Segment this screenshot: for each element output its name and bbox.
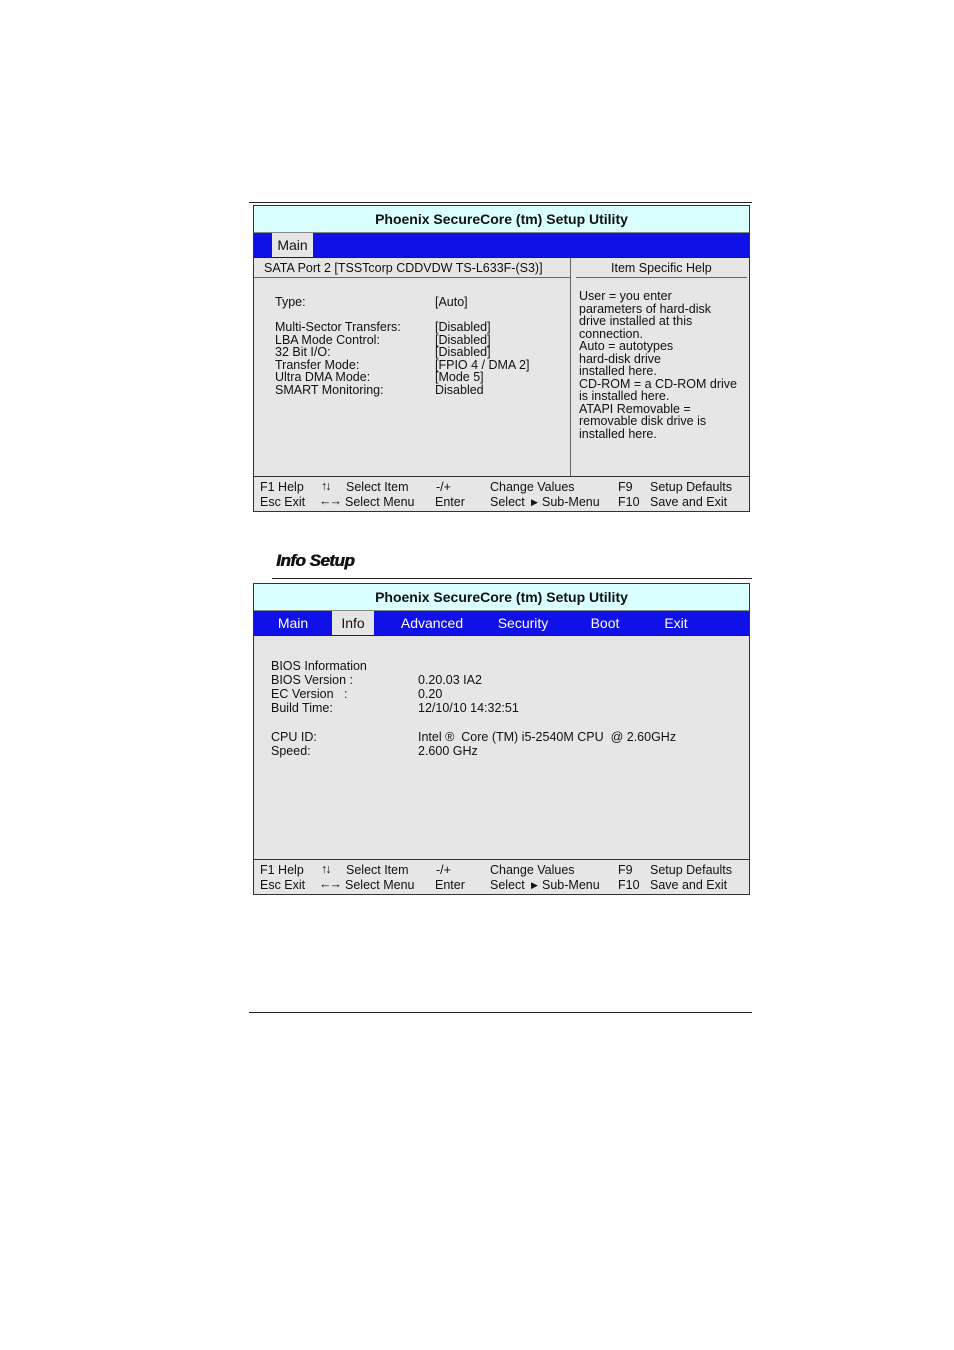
bios-body [254, 636, 749, 861]
f9-key: F9 [618, 480, 633, 494]
item-value-type[interactable]: [Auto] [435, 295, 468, 309]
tab-info[interactable]: Info [332, 611, 374, 635]
info-value-ec-version: 0.20 [418, 687, 443, 701]
change-values-hint: Change Values [490, 863, 575, 877]
sub-header-divider [254, 277, 570, 278]
heading-rule [272, 578, 752, 579]
help-line: ATAPI Removable = [579, 401, 691, 416]
info-value-bios-version: 0.20.03 IA2 [418, 673, 482, 687]
info-value-build-time: 12/10/10 14:32:51 [418, 701, 519, 715]
select-menu-hint: Select Menu [345, 495, 415, 509]
esc-exit-key: Esc Exit [260, 878, 306, 892]
item-label-ultra-dma: Ultra DMA Mode: [275, 370, 371, 384]
item-value-ultra-dma[interactable]: [Mode 5] [435, 370, 484, 384]
sata-port-header: SATA Port 2 [TSSTcorp CDDVDW TS-L633F-(S3)] [264, 261, 543, 275]
sub-menu-hint: Sub-Menu [542, 495, 600, 509]
tab-main[interactable]: Main [277, 615, 309, 631]
save-and-exit-hint: Save and Exit [650, 495, 728, 509]
change-values-hint: Change Values [490, 480, 575, 494]
page-bottom-rule [249, 1012, 752, 1013]
item-label-32bit-io: 32 Bit I/O: [275, 345, 331, 359]
item-label-smart: SMART Monitoring: [275, 382, 384, 397]
left-right-arrows-icon: ←→ [319, 494, 340, 508]
up-down-arrows-icon: ↑↓ [321, 862, 330, 876]
bios-screen-info [253, 583, 750, 895]
bios-information-title: BIOS Information [271, 659, 367, 673]
item-label-multi-sector: Multi-Sector Transfers: [275, 320, 401, 334]
select-hint: Select [490, 495, 525, 509]
f1-help-key: F1 Help [260, 480, 304, 494]
bios-footer [254, 476, 749, 511]
select-item-hint: Select Item [346, 863, 409, 877]
info-label-build-time: Build Time: [271, 701, 333, 715]
help-header: Item Specific Help [611, 261, 712, 275]
select-hint: Select [490, 878, 525, 892]
bios-title: Phoenix SecureCore (tm) Setup Utility [254, 206, 749, 233]
enter-key: Enter [435, 495, 465, 509]
up-down-arrows-icon: ↑↓ [321, 479, 330, 493]
help-column-divider [570, 258, 571, 479]
triangle-right-icon: ▶ [531, 880, 538, 890]
tab-security[interactable]: Security [497, 615, 549, 631]
tab-advanced[interactable]: Advanced [400, 615, 464, 631]
help-line: Auto = autotypes [579, 339, 674, 353]
minus-plus-key: -/+ [436, 480, 451, 494]
info-label-speed: Speed: [271, 744, 311, 758]
f10-key: F10 [618, 878, 640, 892]
f1-help-key: F1 Help [260, 863, 304, 877]
bios-title: Phoenix SecureCore (tm) Setup Utility [254, 584, 749, 611]
info-value-cpu-id: Intel ® Core (TM) i5-2540M CPU @ 2.60GHz [418, 730, 677, 744]
help-header-divider [576, 277, 747, 278]
tab-exit[interactable]: Exit [664, 615, 688, 631]
esc-exit-key: Esc Exit [260, 495, 306, 509]
minus-plus-key: -/+ [436, 863, 451, 877]
item-value-32bit-io[interactable]: [Disabled] [435, 345, 491, 359]
help-line: is installed here. [579, 389, 670, 403]
save-and-exit-hint: Save and Exit [650, 878, 728, 892]
item-value-transfer-mode[interactable]: [FPIO 4 / DMA 2] [435, 357, 530, 372]
page-top-rule [249, 202, 752, 203]
select-menu-hint: Select Menu [345, 878, 415, 892]
item-label-lba-mode: LBA Mode Control: [275, 332, 380, 347]
help-line: hard-disk drive [579, 351, 661, 366]
item-label-type: Type: [275, 295, 306, 309]
setup-defaults-hint: Setup Defaults [650, 480, 732, 494]
triangle-right-icon: ▶ [531, 497, 538, 507]
item-value-lba-mode[interactable]: [Disabled] [435, 332, 491, 347]
select-item-hint: Select Item [346, 480, 409, 494]
help-line: CD-ROM = a CD-ROM drive [579, 376, 737, 391]
item-value-smart: Disabled [435, 382, 484, 397]
help-line: drive installed at this [579, 314, 693, 328]
left-right-arrows-icon: ←→ [319, 877, 340, 891]
setup-defaults-hint: Setup Defaults [650, 863, 732, 877]
bios-menubar [254, 611, 749, 636]
help-line: User = you enter [579, 289, 672, 303]
f10-key: F10 [618, 495, 640, 509]
f9-key: F9 [618, 863, 633, 877]
info-label-bios-version: BIOS Version : [271, 673, 353, 687]
info-label-ec-version: EC Version : [271, 687, 348, 701]
enter-key: Enter [435, 878, 465, 892]
bios-body [254, 258, 749, 479]
info-label-cpu-id: CPU ID: [271, 730, 317, 744]
sub-menu-hint: Sub-Menu [542, 878, 600, 892]
tab-boot[interactable]: Boot [590, 615, 620, 631]
help-line: parameters of hard-disk [579, 301, 712, 316]
help-line: connection. [579, 326, 643, 341]
bios-footer [254, 859, 749, 894]
help-line: removable disk drive is [579, 414, 707, 428]
tab-main[interactable]: Main [272, 233, 313, 257]
bios-menubar [254, 233, 749, 258]
help-line: installed here. [579, 364, 657, 378]
item-value-multi-sector[interactable]: [Disabled] [435, 320, 491, 334]
info-value-speed: 2.600 GHz [418, 744, 478, 758]
bios-screen-main-sata [253, 205, 750, 512]
help-line: installed here. [579, 426, 657, 441]
item-label-transfer-mode: Transfer Mode: [275, 357, 360, 372]
section-heading-info-setup: Info Setup [276, 551, 355, 570]
